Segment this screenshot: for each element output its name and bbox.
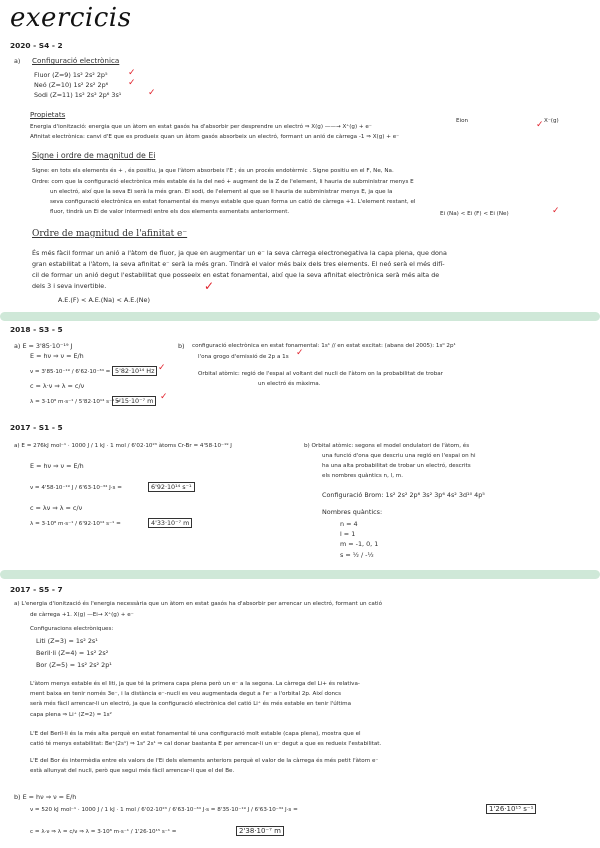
configs-label: Configuracions electròniques: [30,626,114,632]
ionization-def-2: de càrrega +1. X(g) —Ei→ X⁺(g) + e⁻ [30,612,134,618]
energy-given: a) E = 3'85·10⁻¹⁹ J [14,342,73,350]
quantum-numbers-label: Nombres quàntics: [322,508,383,516]
exercise-date-2017-s1: 2017 - S1 - 5 [10,423,63,432]
config-fluor: Fluor (Z=9) 1s² 2s² 2p⁵ [34,71,108,79]
energia-ionitzacio-def: Energia d'ionització: energia que un àtom en estat gasós ha d'absorbir per desprendre un electró ⇒ X(g) ——→ X⁺(g) + e⁻ [30,124,372,130]
eion-label: Eion [456,118,469,124]
config-brom: Configuració Brom: 1s² 2s² 2p⁶ 3s² 3p⁶ 4s² 3d¹⁰ 4p⁵ [322,491,485,499]
config-neo: Neó (Z=10) 1s² 2s² 2p⁶ [34,81,109,89]
formula-freq: E = hν ⇒ ν = E/h [30,462,84,470]
paragraph-berili-2: catió té menys estabilitat: Be⁺(2s¹) ⇒ 1s² 2s¹ ⇒ cal donar bastanta E per arrencar-li un e⁻ degut a que es redueix l'estabilitat. [30,741,382,747]
afinitat-text-4: dels 3 i seva invertible. [32,282,107,290]
calc-wavelength: λ = 3·10⁸ m·s⁻¹ / 5'82·10¹⁴ s⁻¹ = [30,399,121,405]
ordre-text-1: Ordre: com que la configuració electrònica més estable és la del neó + augment de la Z de l'element, li hauria de subministrar menys E [32,179,414,185]
ordre-text-3: seva configuració electrònica en estat fonamental és menys estable que quan forma un catió de càrrega +1. L'element restant, el [50,199,416,205]
check-mark: ✓ [552,206,560,216]
afinitat-def: Afinitat electrònica: canvi d'E que es produeix quan un àtom gasós absorbeix un electró, formant un anió de càrrega -1 ⇒ X(g) + e⁻ [30,134,400,140]
result-frequency: 1'26·10¹⁵ s⁻¹ [486,804,536,814]
section-heading-afinitat: Ordre de magnitud de l'afinitat e⁻ [32,229,188,239]
orbital-def-1: Orbital atòmic: regió de l'espai al voltant del nucli de l'àtom on la probabilitat de trobar [198,371,443,377]
exercise-date-2020: 2020 - S4 - 2 [10,41,63,50]
config-liti: Liti (Z=3) = 1s² 2s¹ [36,637,98,645]
check-mark: ✓ [148,88,156,98]
check-mark: ✓ [128,68,136,78]
check-mark: ✓ [204,279,215,293]
afinitat-text-2: gran estabilitat a l'àtom, la seva afinitat e⁻ serà la més gran. Tindrà el valor més baix dels tres elements. El neó serà el més difí- [32,260,445,268]
orbital-text-2: una funció d'ona que descriu una regió en l'espai on hi [322,453,476,459]
part-label-a: a) [14,57,21,65]
formula-freq: b) E = hν ⇒ ν = E/h [14,793,77,801]
signe-text: Signe: en tots els elements és + , és positiu, ja que l'àtom absorbeix l'E ; és un procés endotèrmic . Signe positiu en el F, Ne, Na. [32,168,394,174]
config-berili: Beril·li (Z=4) = 1s² 2s² [36,649,109,657]
config-fonamental: configuració electrònica en estat fonamental: 1s¹ // en estat excitat: (abans del 2005): 1s⁰ 2p¹ [192,343,456,349]
check-mark: ✓ [296,348,304,358]
section-divider [0,312,600,321]
paragraph-liti-1: L'àtom menys estable és el liti, ja que té la primera capa plena però un e⁻ a la segona. La càrrega del Li+ és relativa- [30,681,360,687]
calc-wavelength: λ = 3·10⁸ m·s⁻¹ / 6'92·10¹⁴ s⁻¹ = [30,521,121,527]
check-mark: ✓ [160,392,168,402]
quantum-m: m = -1, 0, 1 [340,540,379,548]
part-label-b: b) [178,342,185,350]
paragraph-liti-2: ment baixa en tenir només 3e⁻, i la distància e⁻-nucli es veu augmentada degut a l'e⁻ a l'orbital 2p. Així doncs [30,691,342,697]
formula-wavelength: c = λ·ν ⇒ λ = c/ν [30,382,85,390]
orbital-text-3: ha una alta probabilitat de trobar un electró, descrits [322,463,471,469]
emission-note: l'ona grogo d'emissió de 2p a 1s [198,354,289,360]
calc-freq: ν = 520 kJ mol⁻¹ · 1000 J / 1 kJ · 1 mol / 6'02·10²³ / 6'63·10⁻³⁴ J·s = 8'35·10⁻¹⁹ J / 6'63·10⁻³⁴ J·s = [30,807,298,813]
check-mark: ✓ [128,78,136,88]
orbital-text-4: els nombres quàntics n, l, m. [322,473,403,479]
section-heading-signe: Signe i ordre de magnitud de Ei [32,151,156,160]
result-wavelength: 2'38·10⁻⁷ m [236,826,284,836]
paragraph-bor-1: L'E del Bor és intermèdia entre els valors de l'Ei dels elements anteriors perquè el valor de la càrrega és més petit l'àtom e⁻ [30,758,379,764]
config-sodi: Sodi (Z=11) 1s² 2s² 2p⁶ 3s¹ [34,91,122,99]
orbital-def-2: un electró és màxima. [258,381,321,387]
check-mark: ✓ [158,363,166,373]
paragraph-liti-3: serà més fàcil arrencar-li un electró, ja que la configuració electrònica del catió Li⁺ és més estable en tenir l'última [30,701,352,707]
paragraph-liti-4: capa plena ⇒ Li⁺ (Z=2) = 1s² [30,712,112,718]
result-frequency: 5'82·10¹⁴ Hz [112,366,157,376]
config-bor: Bor (Z=5) = 1s² 2s² 2p¹ [36,661,112,669]
result-wavelength: 4'33·10⁻⁷ m [148,518,192,528]
quantum-l: l = 1 [340,530,356,538]
calc-wavelength: c = λ·ν ⇒ λ = c/ν ⇒ λ = 3·10⁸ m·s⁻¹ / 1'26·10¹⁵ s⁻¹ = [30,829,177,835]
xg-label: X⁻(g) [544,118,559,124]
section-divider [0,570,600,579]
paragraph-berili-1: L'E del Beril·li és la més alta perquè en estat fonamental té una configuració molt estable (capa plena), mostra que el [30,731,361,737]
paragraph-bor-2: està allunyat del nucli, però que segui més fàcil arrencar-li que el del Be. [30,768,235,774]
calc-freq: ν = 3'85·10⁻¹⁹ / 6'62·10⁻³⁴ = [30,369,111,375]
check-mark: ✓ [536,120,544,130]
ordre-text-4: fluor, tindrà un Ei de valor intermedi entre els dos elements esmentats anteriorment. [50,209,290,215]
exercise-date-2018: 2018 - S3 - 5 [10,325,63,334]
ionization-def-1: a) L'energia d'ionització és l'energia necessària que un àtom en estat gasós ha d'absorbir per arrencar un electró, formant un catió [14,601,383,607]
result-wavelength: 5'15·10⁻⁷ m [112,396,156,406]
quantum-n: n = 4 [340,520,358,528]
section-heading-config: Configuració electrònica [32,56,120,65]
afinitat-text-1: És més fàcil formar un anió a l'àtom de fluor, ja que en augmentar un e⁻ la seva càrrega electronegativa la capa plena, que dona [32,249,447,257]
quantum-s: s = ½ / -½ [340,551,374,559]
formula-freq: E = hν ⇒ ν = E/h [30,352,84,360]
exercise-date-2017-s5: 2017 - S5 - 7 [10,585,63,594]
formula-wavelength: c = λν ⇒ λ = c/ν [30,504,83,512]
afinitat-order: A.E.(F) < A.E.(Na) < A.E.(Ne) [58,296,150,304]
page-title: exercicis [10,3,132,33]
result-frequency: 6'92·10¹⁴ s⁻¹ [148,482,195,492]
ei-order: Ei (Na) < Ei (F) < Ei (Ne) [440,211,509,217]
afinitat-text-3: cil de formar un anió degut l'estabilitat que posseeix en estat fonamental, així que la seva afinitat electrònica serà més alta de [32,271,440,279]
ordre-text-2: un electró, així que la seva Ei serà la més gran. El sodi, de l'element al que se li hauria de subministrar menys E, ja que la [50,189,393,195]
energy-conversion: a) E = 276kJ mol⁻¹ · 1000 J / 1 kJ · 1 mol / 6'02·10²³ àtoms Cr-Br = 4'58·10⁻¹⁹ J [14,443,232,449]
section-heading-propietats: Propietats [30,111,66,119]
orbital-text-1: b) Orbital atòmic: segons el model ondulatori de l'àtom, és [304,443,470,449]
calc-freq: ν = 4'58·10⁻¹⁹ J / 6'63·10⁻³⁴ J·s = [30,485,122,491]
